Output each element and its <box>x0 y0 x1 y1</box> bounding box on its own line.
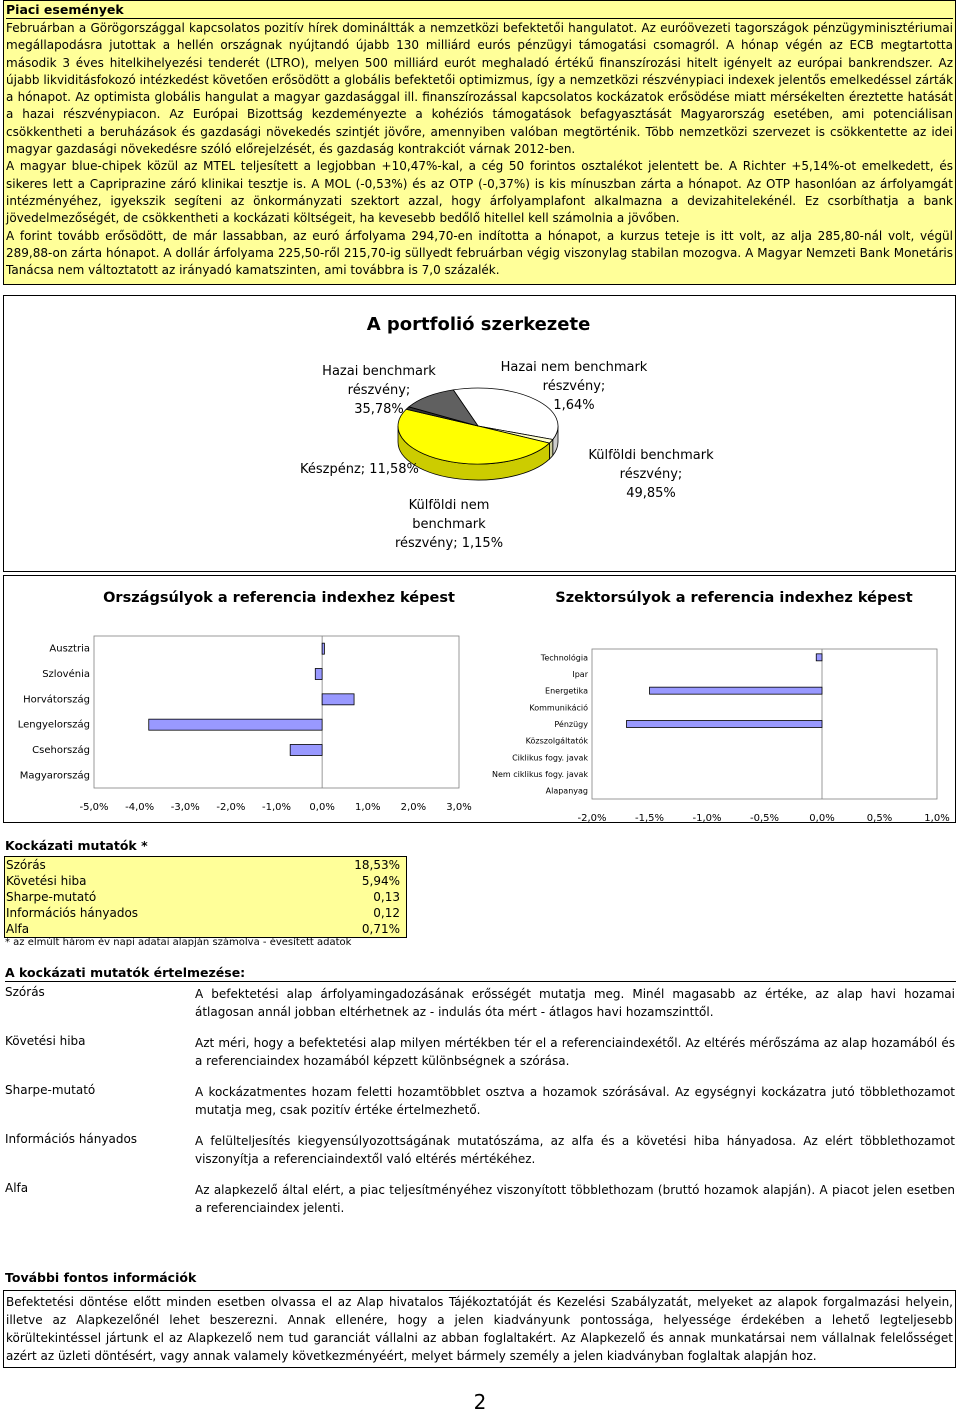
portfolio-title: A portfolió szerkezete <box>366 314 591 335</box>
portfolio-chart <box>3 295 956 572</box>
tick-label: -1,0% <box>261 802 292 813</box>
tick-label: -3,0% <box>170 802 200 813</box>
market-paragraph: A forint tovább erősödött, de már lassabban, az euró árfolyama 294,70-en indította a hónapot, a kurzus teteje is itt volt, az alja 285,80-nál volt, végül 289,88-on zárta hónapot. A dollár árfolyama 225,50-ről 215,70-ig süllyedt februárban végig viszonylag stabilan mozogva. A Magyar Nemzeti Bank Monetáris Tanácsa nem változtatott az irányadó kamatszinten, ami továbbra is 7,0 százalék. <box>6 228 953 278</box>
page-number: 2 <box>473 1390 487 1414</box>
explain-label: Követési hiba <box>5 1034 86 1048</box>
tick-label: -2,0% <box>577 813 607 824</box>
risk-label: Információs hányados <box>6 906 139 920</box>
bar <box>816 654 822 661</box>
category-label: Alapanyag <box>545 786 588 796</box>
risk-value: 0,12 <box>373 906 400 920</box>
category-label: Magyarország <box>19 770 90 782</box>
explain-list <box>0 985 960 1225</box>
pie-label-text: Hazai benchmark részvény; <box>322 364 436 398</box>
pie-label-domestic-nonbenchmark <box>474 358 674 415</box>
tick-label: 1,0% <box>355 802 381 813</box>
tick-label: -2,0% <box>216 802 246 813</box>
category-label: Ausztria <box>49 643 90 655</box>
bar <box>322 643 324 654</box>
pie-label-text: részvény; 1,15% <box>394 536 504 551</box>
weights-charts <box>3 575 956 823</box>
pie-label-text: Külföldi benchmark részvény; <box>588 448 714 482</box>
pie-label-value: 35,78% <box>354 402 404 417</box>
risk-footnote: * az elmúlt három év napi adatai alapján számolva - évesített adatok <box>5 937 352 948</box>
explain-text: A felülteljesítés kiegyensúlyozottságának mutatószáma, az alfa és a követési hiba hányadosa. Az elért többlethozamot viszonyítja a referenciaindextől való eltérés mértékéhez. <box>195 1134 955 1166</box>
info-text: Befektetési döntése előtt minden esetben olvassa el az Alap hivatalos Tájékoztatóját és Kezelési Szabályzatát, melyeket az alapok forgalmazási helyein, illetve az Alapkezelőnél lehet beszerezni. Annak ellenére, hogy a jelen kiadványunk pontossága, helyessége érdekében a lehető legteljesebb körültekintéssel jártunk el az Alapkezelő nem tud garanciát vállalni az abban foglaltakért. Az Alapkezelő és annak munkatársai nem vállalnak felelősséget azért az üzleti döntésért, vagy annak valamely következményéért, melyet bármely személy a jelen kiadványban foglaltak alapján hoz. <box>3 1290 956 1368</box>
category-label: Lengyelország <box>17 719 90 731</box>
bar <box>650 687 823 694</box>
explain-label: Információs hányados <box>5 1132 138 1146</box>
category-label: Energetika <box>545 686 588 696</box>
category-label: Közszolgáltatók <box>525 736 588 746</box>
tick-label: -0,5% <box>749 813 780 824</box>
category-label: Horvátország <box>23 694 90 706</box>
category-label: Pénzügy <box>554 720 588 729</box>
explain-heading: A kockázati mutatók értelmezése: <box>5 965 956 982</box>
risk-value: 0,13 <box>373 890 400 904</box>
bar <box>627 721 823 728</box>
risk-table <box>4 856 407 938</box>
tick-label: -5,0% <box>79 802 109 813</box>
pie-label-text: Hazai nem benchmark részvény; <box>500 360 648 394</box>
country-chart-title: Országsúlyok a referencia indexhez képest <box>103 590 455 606</box>
explain-label: Sharpe-mutató <box>5 1083 96 1097</box>
tick-label: 1,0% <box>924 813 950 824</box>
pie-label-value: 49,85% <box>626 486 676 501</box>
risk-heading: Kockázati mutatók * <box>5 838 148 853</box>
category-label: Szlovénia <box>42 669 90 680</box>
sector-chart-title: Szektorsúlyok a referencia indexhez képest <box>555 590 913 606</box>
risk-label: Követési hiba <box>6 874 87 888</box>
risk-row <box>5 889 406 905</box>
market-paragraph: Februárban a Görögországgal kapcsolatos pozitív hírek domináltták a nemzetközi befektetői hangulatot. Az euróövezeti tagországok pénzügyminisztériumai megállapodásra jutottak a hellén országnak nyújtandó újabb 130 milliárd eurós pénzügyi támogatási csomagról. A hónap végén az ECB megtartotta második 3 éves hitelkihelyezési tenderét (LTRO), melyen 500 milliárd eurót meghaladó értékű finanszírozási hitelt igényelt az európai bankrendszer. Az újabb likviditásfokozó intézkedést követően erősödött a globális befektetői optimizmus, így a nemzetközi részvénypiaci indexek jelentős emelkedéssel zárták a hónapot. Az optimista globális hangulat a magyar gazdasággal ill. finanszírozással kapcsolatos kockázatok erősödése miatt mérsékelten éreztette hatását a hazai részvénypiacon. Az Európai Bizottság kezdeményezte a kohéziós támogatások befagyasztását Magyarország esetében, ami potenciálisan csökkentheti a beruházások és gazdasági növekedés szintjét jövőre, amennyiben valóban megtörténik. Több nemzetközi szervezet is csökkentette az idei magyar gazdasági növekedésre szóló előrejelzését, és gazdaság kontrakciót várnak 2012-ben. <box>6 21 954 157</box>
tick-label: 3,0% <box>446 802 472 813</box>
explain-label: Szórás <box>5 985 45 999</box>
risk-label: Alfa <box>6 922 30 936</box>
bar <box>315 669 322 680</box>
category-label: Csehország <box>32 745 90 756</box>
category-label: Ipar <box>572 670 588 679</box>
risk-value: 5,94% <box>361 874 400 888</box>
market-paragraph: A magyar blue-chipek közül az MTEL teljesített a legjobban +10,47%-kal, a cég 50 forintos osztalékot jelentett be. A Richter +5,14%-ot emelkedett, és sikeres lett a Capriprazine záró klinikai tesztje is. A MOL (-0,53%) és az OTP (-0,37%) is kis mínuszban zárta a hónapot. Az OTP hasonlóan az árfolyamgát intézményéhez, igyekszik segíteni az önkormányzati szektort azzal, hogy árfolyamplafont alkalmazna a devizahitelekénél. Ez csorbíthatja a bank jövedelmezőségét, de csökkentheti a kockázati költségeit, ha kevesebb bedőlő hitellel kell számolnia a jövőben. <box>6 159 953 226</box>
pie-label-text: Külföldi nem benchmark <box>408 498 490 532</box>
category-label: Technológia <box>540 653 588 663</box>
risk-row <box>5 921 406 937</box>
risk-row <box>5 873 406 889</box>
sector-weights-chart <box>482 616 952 824</box>
tick-label: -1,5% <box>634 813 665 824</box>
explain-text: A befektetési alap árfolyamingadozásának erősségét mutatja meg. Minél magasabb az értéke, az alap havi hozamai átlagosan annál jobban eltérhetnek az - indulás óta mért - átlagos havi hozamszinttől. <box>195 987 955 1019</box>
tick-label: -4,0% <box>125 802 155 813</box>
info-heading: További fontos információk <box>5 1270 197 1285</box>
country-weights-chart <box>4 616 484 816</box>
risk-value: 18,53% <box>354 858 400 872</box>
risk-row <box>5 905 406 921</box>
market-text <box>6 20 953 279</box>
risk-value: 0,71% <box>361 922 400 936</box>
category-label: Nem ciklikus fogy. javak <box>492 770 588 779</box>
risk-label: Szórás <box>6 858 46 872</box>
tick-label: -1,0% <box>692 813 722 824</box>
pie-label-value: 1,64% <box>553 398 595 413</box>
bar <box>290 745 322 756</box>
risk-row <box>5 857 406 873</box>
explain-label: Alfa <box>5 1181 29 1195</box>
bar <box>149 719 322 730</box>
category-label: Ciklikus fogy. javak <box>512 753 588 763</box>
plot-area <box>94 636 459 788</box>
tick-label: 2,0% <box>400 802 427 813</box>
explain-text: A kockázatmentes hozam feletti hozamtöbblet osztva a hozamok szórásával. Az egységnyi kockázatra jutó többlethozamot mutatja meg, csak pozitív értéke értelmezhető. <box>195 1085 955 1117</box>
explain-text: Azt méri, hogy a befektetési alap milyen mértékben tér el a referenciaindexétől. Az eltérés mérőszáma az alap hozamából és a referenciaindex hozamából képzett különbségnek a szórása. <box>195 1036 955 1068</box>
risk-label: Sharpe-mutató <box>6 890 97 904</box>
market-section <box>3 0 956 285</box>
tick-label: 0,5% <box>866 813 893 824</box>
explain-text: Az alapkezelő által elért, a piac teljesítményéhez viszonyított többlethozam (bruttó hozamok alapján). A piacot jelen esetben a referenciaindex jelenti. <box>195 1183 955 1215</box>
pie-label-domestic-benchmark <box>291 362 467 419</box>
tick-label: 0,0% <box>309 802 335 813</box>
market-heading: Piaci események <box>6 1 953 19</box>
pie-label-foreign-nonbenchmark <box>374 496 524 553</box>
pie-label-cash: Készpénz; 11,58% <box>300 462 419 477</box>
tick-label: 0,0% <box>809 813 835 824</box>
pie-label-foreign-benchmark <box>559 446 743 503</box>
category-label: Kommunikáció <box>529 703 588 713</box>
bar <box>322 694 354 705</box>
